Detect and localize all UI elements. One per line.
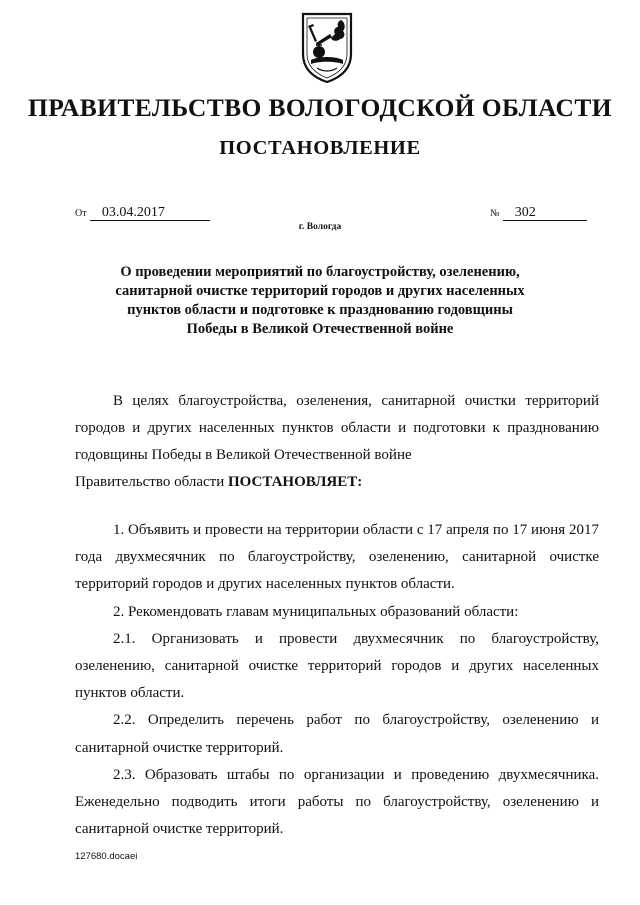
resolution-item: 2.1. Организовать и провести двухмесячник по благоустройству, озеленению, санитарной очистке территорий городов и других населенных пунктов области. bbox=[75, 630, 599, 702]
subject-line: О проведении мероприятий по благоустройству, озеленению, bbox=[120, 264, 520, 280]
document-number: 302 bbox=[503, 205, 587, 221]
resolution-items bbox=[75, 517, 599, 843]
vologda-coat-of-arms-icon bbox=[299, 12, 355, 84]
resolution-item: 1. Объявить и провести на территории области с 17 апреля по 17 июня 2017 года двухмесячник по благоустройству, озеленению, санитарной очистке территорий городов и других населенных пунктов области. bbox=[75, 522, 599, 593]
resolution-item: 2.3. Образовать штабы по организации и проведению двухмесячника. Еженедельно подводить итоги работы по благоустройству, озеленению и санитарной очистке территорий. bbox=[75, 766, 599, 838]
resolve-prefix: Правительство области bbox=[75, 474, 228, 490]
number-prefix: № bbox=[490, 208, 500, 219]
subject-line: Победы в Великой Отечественной войне bbox=[186, 321, 454, 337]
date-line bbox=[75, 204, 210, 221]
file-reference: 127680.docaei bbox=[75, 851, 138, 862]
document-date: 03.04.2017 bbox=[90, 205, 210, 221]
resolve-line bbox=[75, 469, 599, 496]
preamble bbox=[75, 388, 599, 470]
city: г. Вологда bbox=[298, 222, 342, 232]
preamble-text: В целях благоустройства, озеленения, санитарной очистки территорий городов и других населенных пунктов области и подготовки к празднованию годовщины Победы в Великой Отечественной войне bbox=[75, 393, 599, 464]
resolution-item: 2. Рекомендовать главам муниципальных образований области: bbox=[113, 603, 519, 620]
subject-line: санитарной очистке территорий городов и других населенных bbox=[115, 283, 525, 299]
resolve-word: ПОСТАНОВЛЯЕТ: bbox=[227, 474, 363, 490]
subject-line: пунктов области и подготовке к празднованию годовщины bbox=[127, 302, 513, 318]
number-line bbox=[490, 204, 587, 221]
government-title: ПРАВИТЕЛЬСТВО ВОЛОГОДСКОЙ ОБЛАСТИ bbox=[27, 93, 613, 122]
document-subject bbox=[110, 263, 530, 339]
resolution-item: 2.2. Определить перечень работ по благоустройству, озеленению и санитарной очистке территорий. bbox=[75, 712, 599, 756]
document-kind: ПОСТАНОВЛЕНИЕ bbox=[219, 137, 421, 159]
date-prefix: От bbox=[75, 208, 87, 219]
